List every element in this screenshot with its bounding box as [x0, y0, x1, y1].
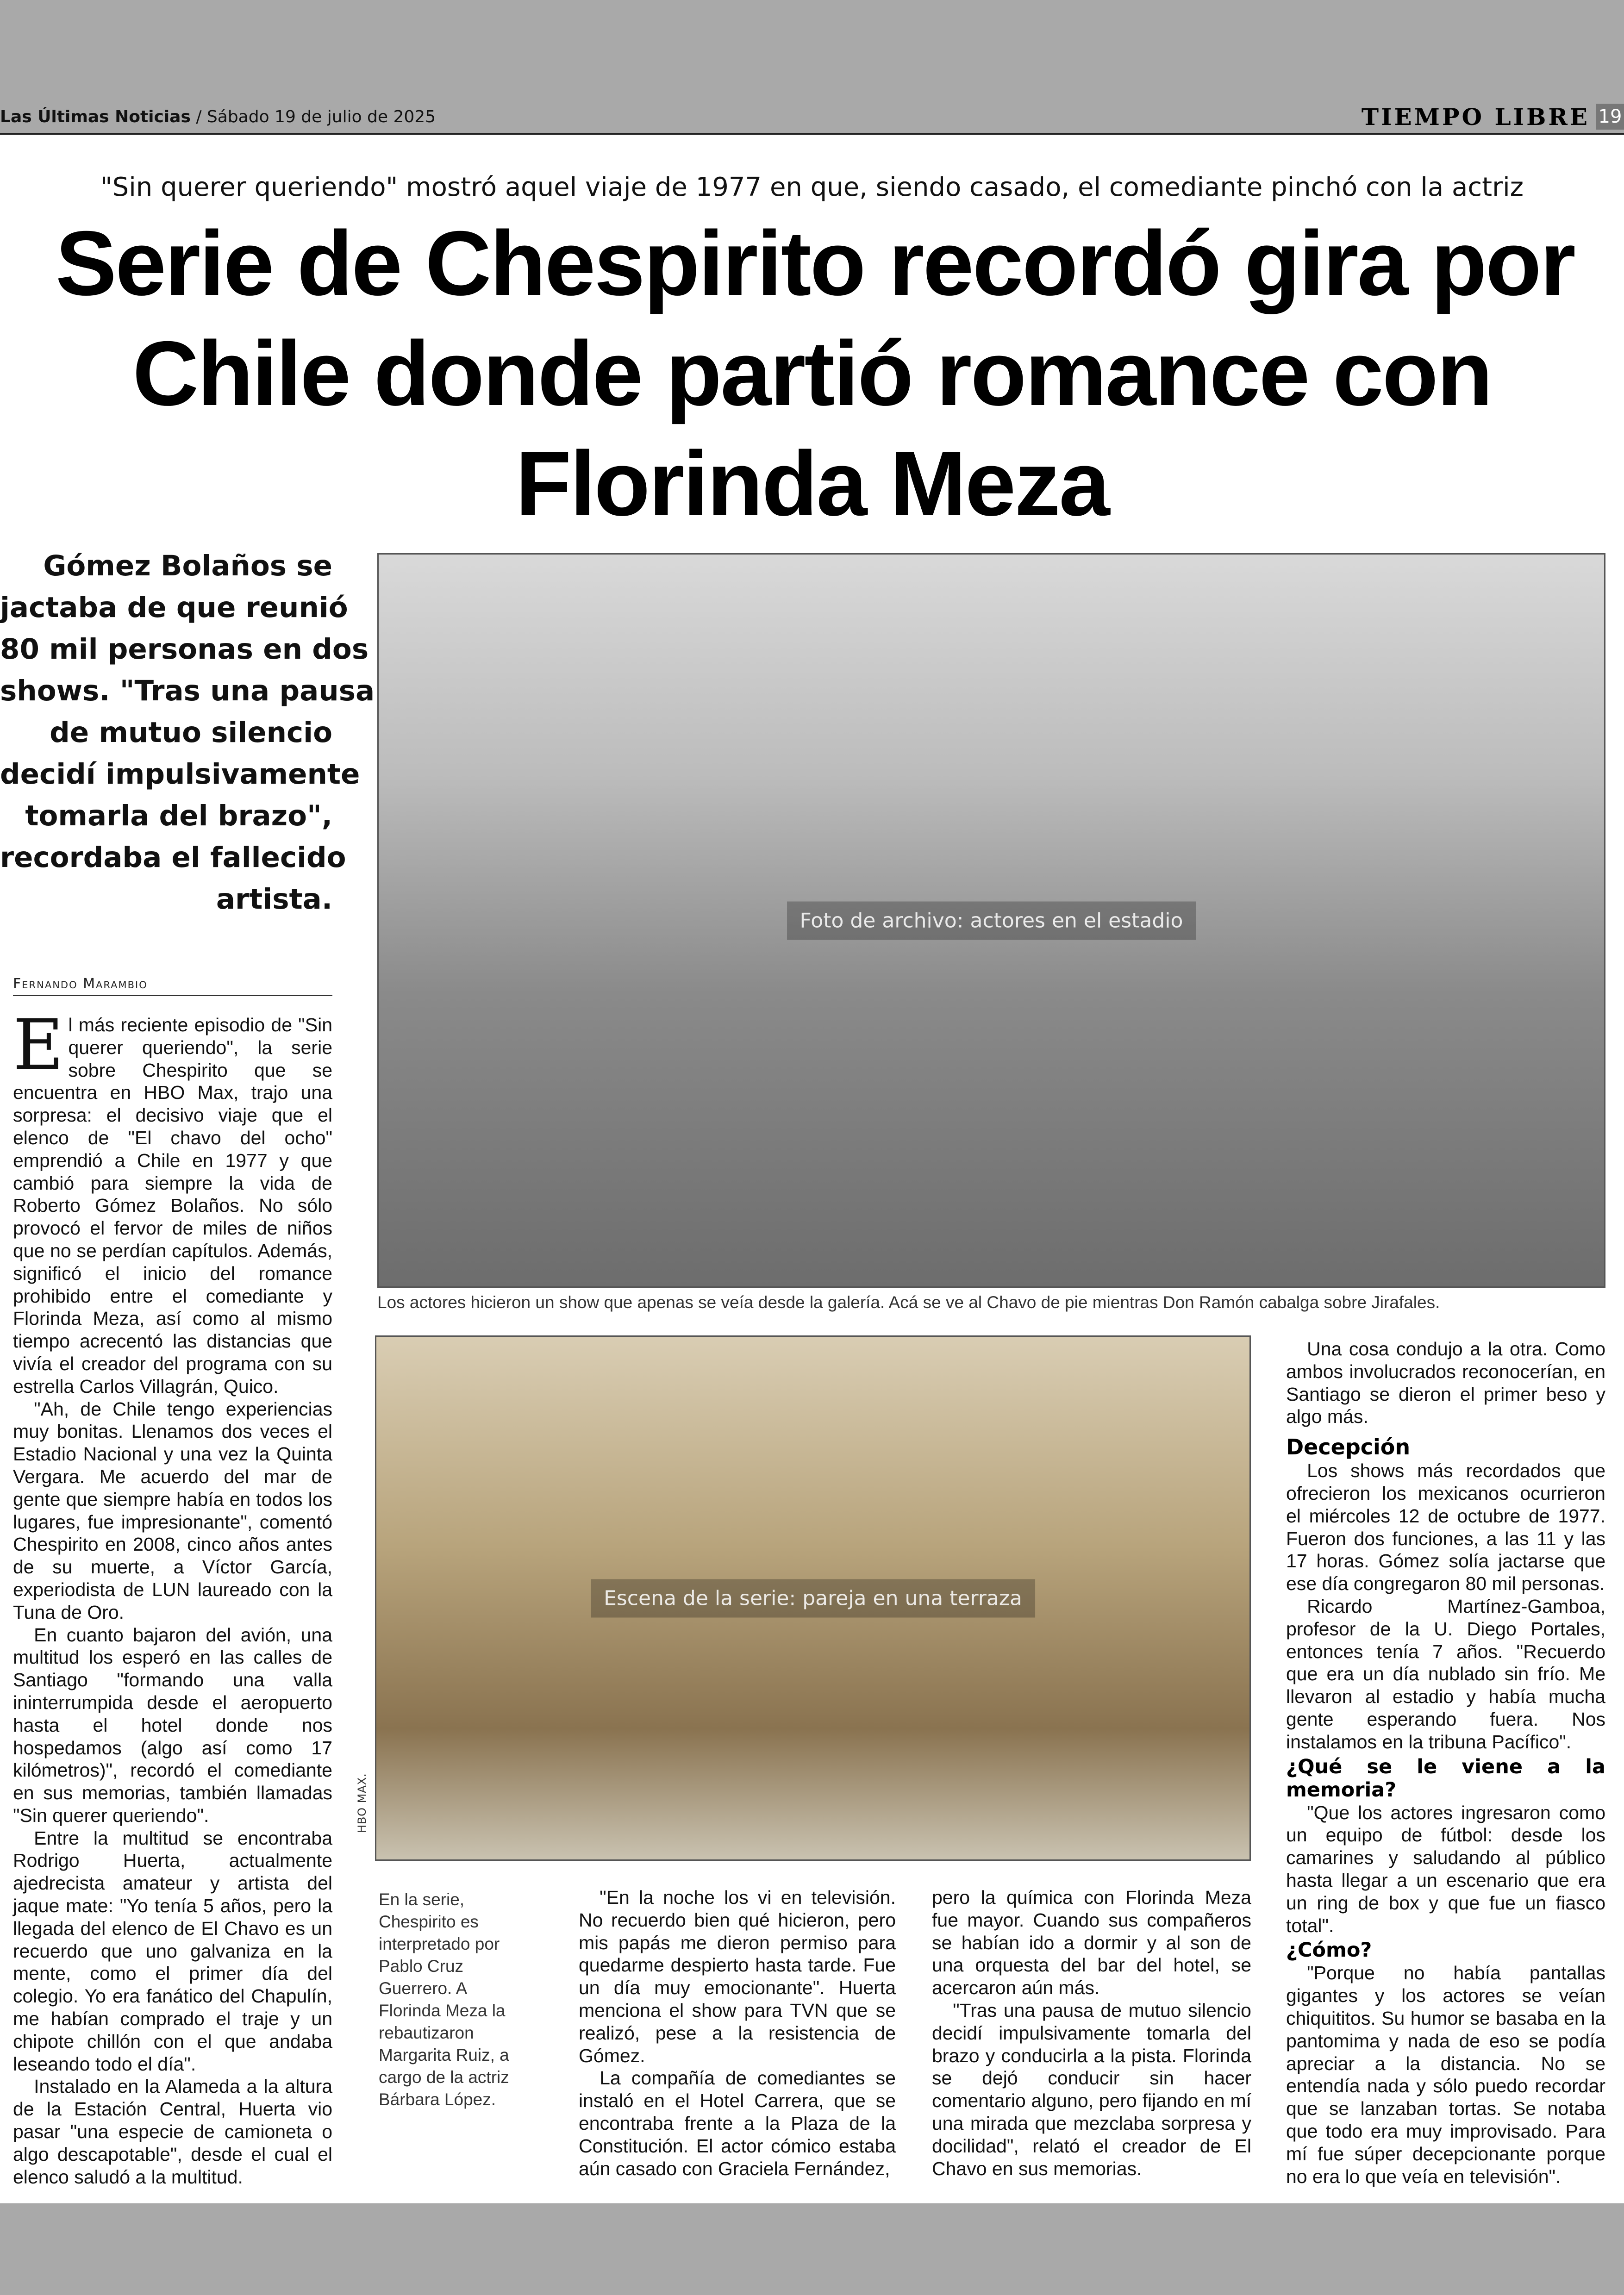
photo-placeholder-label: Foto de archivo: actores en el estadio [787, 901, 1196, 940]
paragraph: "Que los actores ingresaron como un equipo de fútbol: desde los camarines y saludando al público hasta llegar a un escenario que era un ring de box y que fue un fiasco total". [1286, 1802, 1605, 1936]
article-column-2 [579, 1886, 896, 2180]
article-column-4 [1286, 1338, 1605, 2188]
deck-line: de mutuo silencio [50, 716, 332, 749]
deck-line: decidí impulsivamente [0, 758, 360, 791]
paragraph: La compañía de comediantes se instaló en el Hotel Carrera, que se encontraba frente a la Plaza de la Constitución. El actor cómico estaba aún casado con Graciela Fernández, [579, 2067, 896, 2179]
masthead-rule [0, 133, 1624, 135]
deck-line: tomarla del brazo", [25, 799, 332, 832]
masthead-separator: / [190, 107, 207, 126]
paragraph: "En la noche los vi en televisión. No recuerdo bien qué hicieron, pero mis papás me dieron permiso para quedarme despierto hasta tarde. Fue un día muy emocionante". Huerta menciona el show para TVN que se realizó, pese a la resistencia de Gómez. [579, 1887, 896, 2066]
article-kicker: "Sin querer queriendo" mostró aquel viaje de 1977 en que, siendo casado, el comediante pinchó con la actriz [100, 172, 1524, 202]
issue-date: Sábado 19 de julio de 2025 [206, 107, 436, 126]
photo-credit: HBO MAX. [356, 1773, 369, 1833]
masthead-publication-date [0, 107, 436, 126]
series-scene-photo [375, 1335, 1251, 1861]
paragraph: Instalado en la Alameda a la altura de la Estación Central, Huerta vio pasar "una especie de camioneta o algo descapotable", desde el cual el elenco saludó a la multitud. [13, 2076, 332, 2188]
paragraph [13, 1005, 332, 1398]
headline-line: Florinda Meza [515, 432, 1109, 535]
headline-line: Chile donde partió romance con [132, 322, 1492, 424]
article-deck [0, 545, 375, 920]
paragraph: pero la química con Florinda Meza fue mayor. Cuando sus compañeros se habían ido a dormir y al son de una orquesta del bar del hotel, se acercaron aún más. [932, 1887, 1251, 1999]
photo-caption: Los actores hicieron un show que apenas se veía desde la galería. Acá se ve al Chavo de pie mientras Don Ramón cabalga sobre Jirafales. [377, 1293, 1440, 1312]
deck-line: Gómez Bolaños se [43, 549, 332, 582]
interview-question: ¿Cómo? [1286, 1939, 1372, 1962]
deck-line: 80 mil personas en dos [0, 633, 369, 666]
masthead-section [1362, 104, 1624, 130]
paragraph: Ricardo Martínez-Gamboa, profesor de la U. Diego Portales, entonces tenía 7 años. "Recuerdo que era un día nublado sin frío. Me llevaron al estadio y había mucha gente esperando fuera. Nos instalamos en la tribuna Pacífico". [1286, 1595, 1605, 1752]
paragraph: "Porque no había pantallas gigantes y los actores se veían chiquititos. Su humor se basaba en la pantomima y nada de eso se podía apreciar a la distancia. No se entendía nada y sólo puedo recordar que se lanzaban tortas. Se notaba que todo era muy improvisado. Para mí fue súper decepcionante porque no era lo que veía en televisión". [1286, 1962, 1605, 2187]
deck-line: artista. [216, 883, 332, 916]
photo-caption: En la serie, Chespirito es interpretado por Pablo Cruz Guerrero. A Florinda Meza la rebautizaron Margarita Ruiz, a cargo de la actriz Bárbara López. [379, 1890, 509, 2109]
byline-rule [13, 995, 332, 996]
headline-line: Serie de Chespirito recordó gira por [56, 212, 1574, 314]
article-column-3 [932, 1886, 1251, 2180]
subheading: Decepción [1286, 1434, 1411, 1460]
paragraph: "Tras una pausa de mutuo silencio decidí impulsivamente tomarla del brazo y conducirla a la pista. Florinda se dejó conducir sin hacer comentario alguno, pero fijando en mí una mirada que mezclaba sorpresa y docilidad", relató el creador de El Chavo en sus memorias. [932, 1999, 1251, 2179]
deck-line: recordaba el fallecido [0, 841, 346, 874]
paragraph: En cuanto bajaron del avión, una multitud los esperó en las calles de Santiago "formando una valla ininterrumpida desde el aeropuerto hasta el hotel donde nos hospedamos (algo así como 17 kilómetros)", recordó el comediante en sus memorias, también llamadas "Sin querer queriendo". [13, 1624, 332, 1826]
paragraph: Los shows más recordados que ofrecieron los mexicanos ocurrieron el miércoles 12 de octubre de 1977. Fueron dos funciones, a las 11 y las 17 horas. Gómez solía jactarse que ese día congregaron 80 mil personas. [1286, 1460, 1605, 1595]
publication-name: Las Últimas Noticias [0, 107, 191, 126]
interview-question: ¿Qué se le viene a la memoria? [1286, 1755, 1605, 1802]
byline: Fernando Marambio [13, 976, 148, 992]
stadium-show-photo [377, 553, 1605, 1288]
deck-line: jactaba de que reunió [0, 591, 348, 624]
article-column-1 [13, 1005, 332, 2188]
section-title: TIEMPO LIBRE [1361, 103, 1590, 131]
paragraph: "Ah, de Chile tengo experiencias muy bonitas. Llenamos dos veces el Estadio Nacional y una vez la Quinta Vergara. Me acuerdo del mar de gente que siempre había en todos los lugares, fue impresionante", comentó Chespirito en 2008, cinco años antes de su muerte, a Víctor García, experiodista de LUN laureado con la Tuna de Oro. [13, 1398, 332, 1623]
bottom-margin-band [0, 2203, 1624, 2295]
paragraph: Entre la multitud se encontraba Rodrigo Huerta, actualmente ajedrecista amateur y artista del jaque mate: "Yo tenía 5 años, pero la llegada del elenco de El Chavo es un recuerdo que uno galvaniza en la mente, como el primer día del colegio. Yo era fanático del Chapulín, me habían comprado el traje y un chipote chillón con el que andaba leseando todo el día". [13, 1827, 332, 2075]
paragraph: Una cosa condujo a la otra. Como ambos involucrados reconocerían, en Santiago se dieron el primer beso y algo más. [1286, 1338, 1605, 1428]
paragraph-text: l más reciente episodio de "Sin querer queriendo", la serie sobre Chespirito que se encuentra en HBO Max, trajo una sorpresa: el decisivo viaje que el elenco de "El chavo del ocho" emprendió a Chile en 1977 y que cambió para siempre la vida de Roberto Gómez Bolaños. No sólo provocó el fervor de miles de niños que no se perdían capítulos. Además, significó el inicio del romance prohibido entre el comediante y Florinda Meza, así como al mismo tiempo acrecentó las distancias que vivía el creador del programa con su estrella Carlos Villagrán, Quico. [13, 1014, 332, 1397]
page-number: 19 [1596, 104, 1624, 130]
photo-placeholder-label: Escena de la serie: pareja en una terraza [591, 1579, 1035, 1617]
drop-cap: E [13, 1005, 64, 1085]
article-headline [56, 208, 1574, 539]
deck-line: shows. "Tras una pausa [0, 674, 375, 707]
